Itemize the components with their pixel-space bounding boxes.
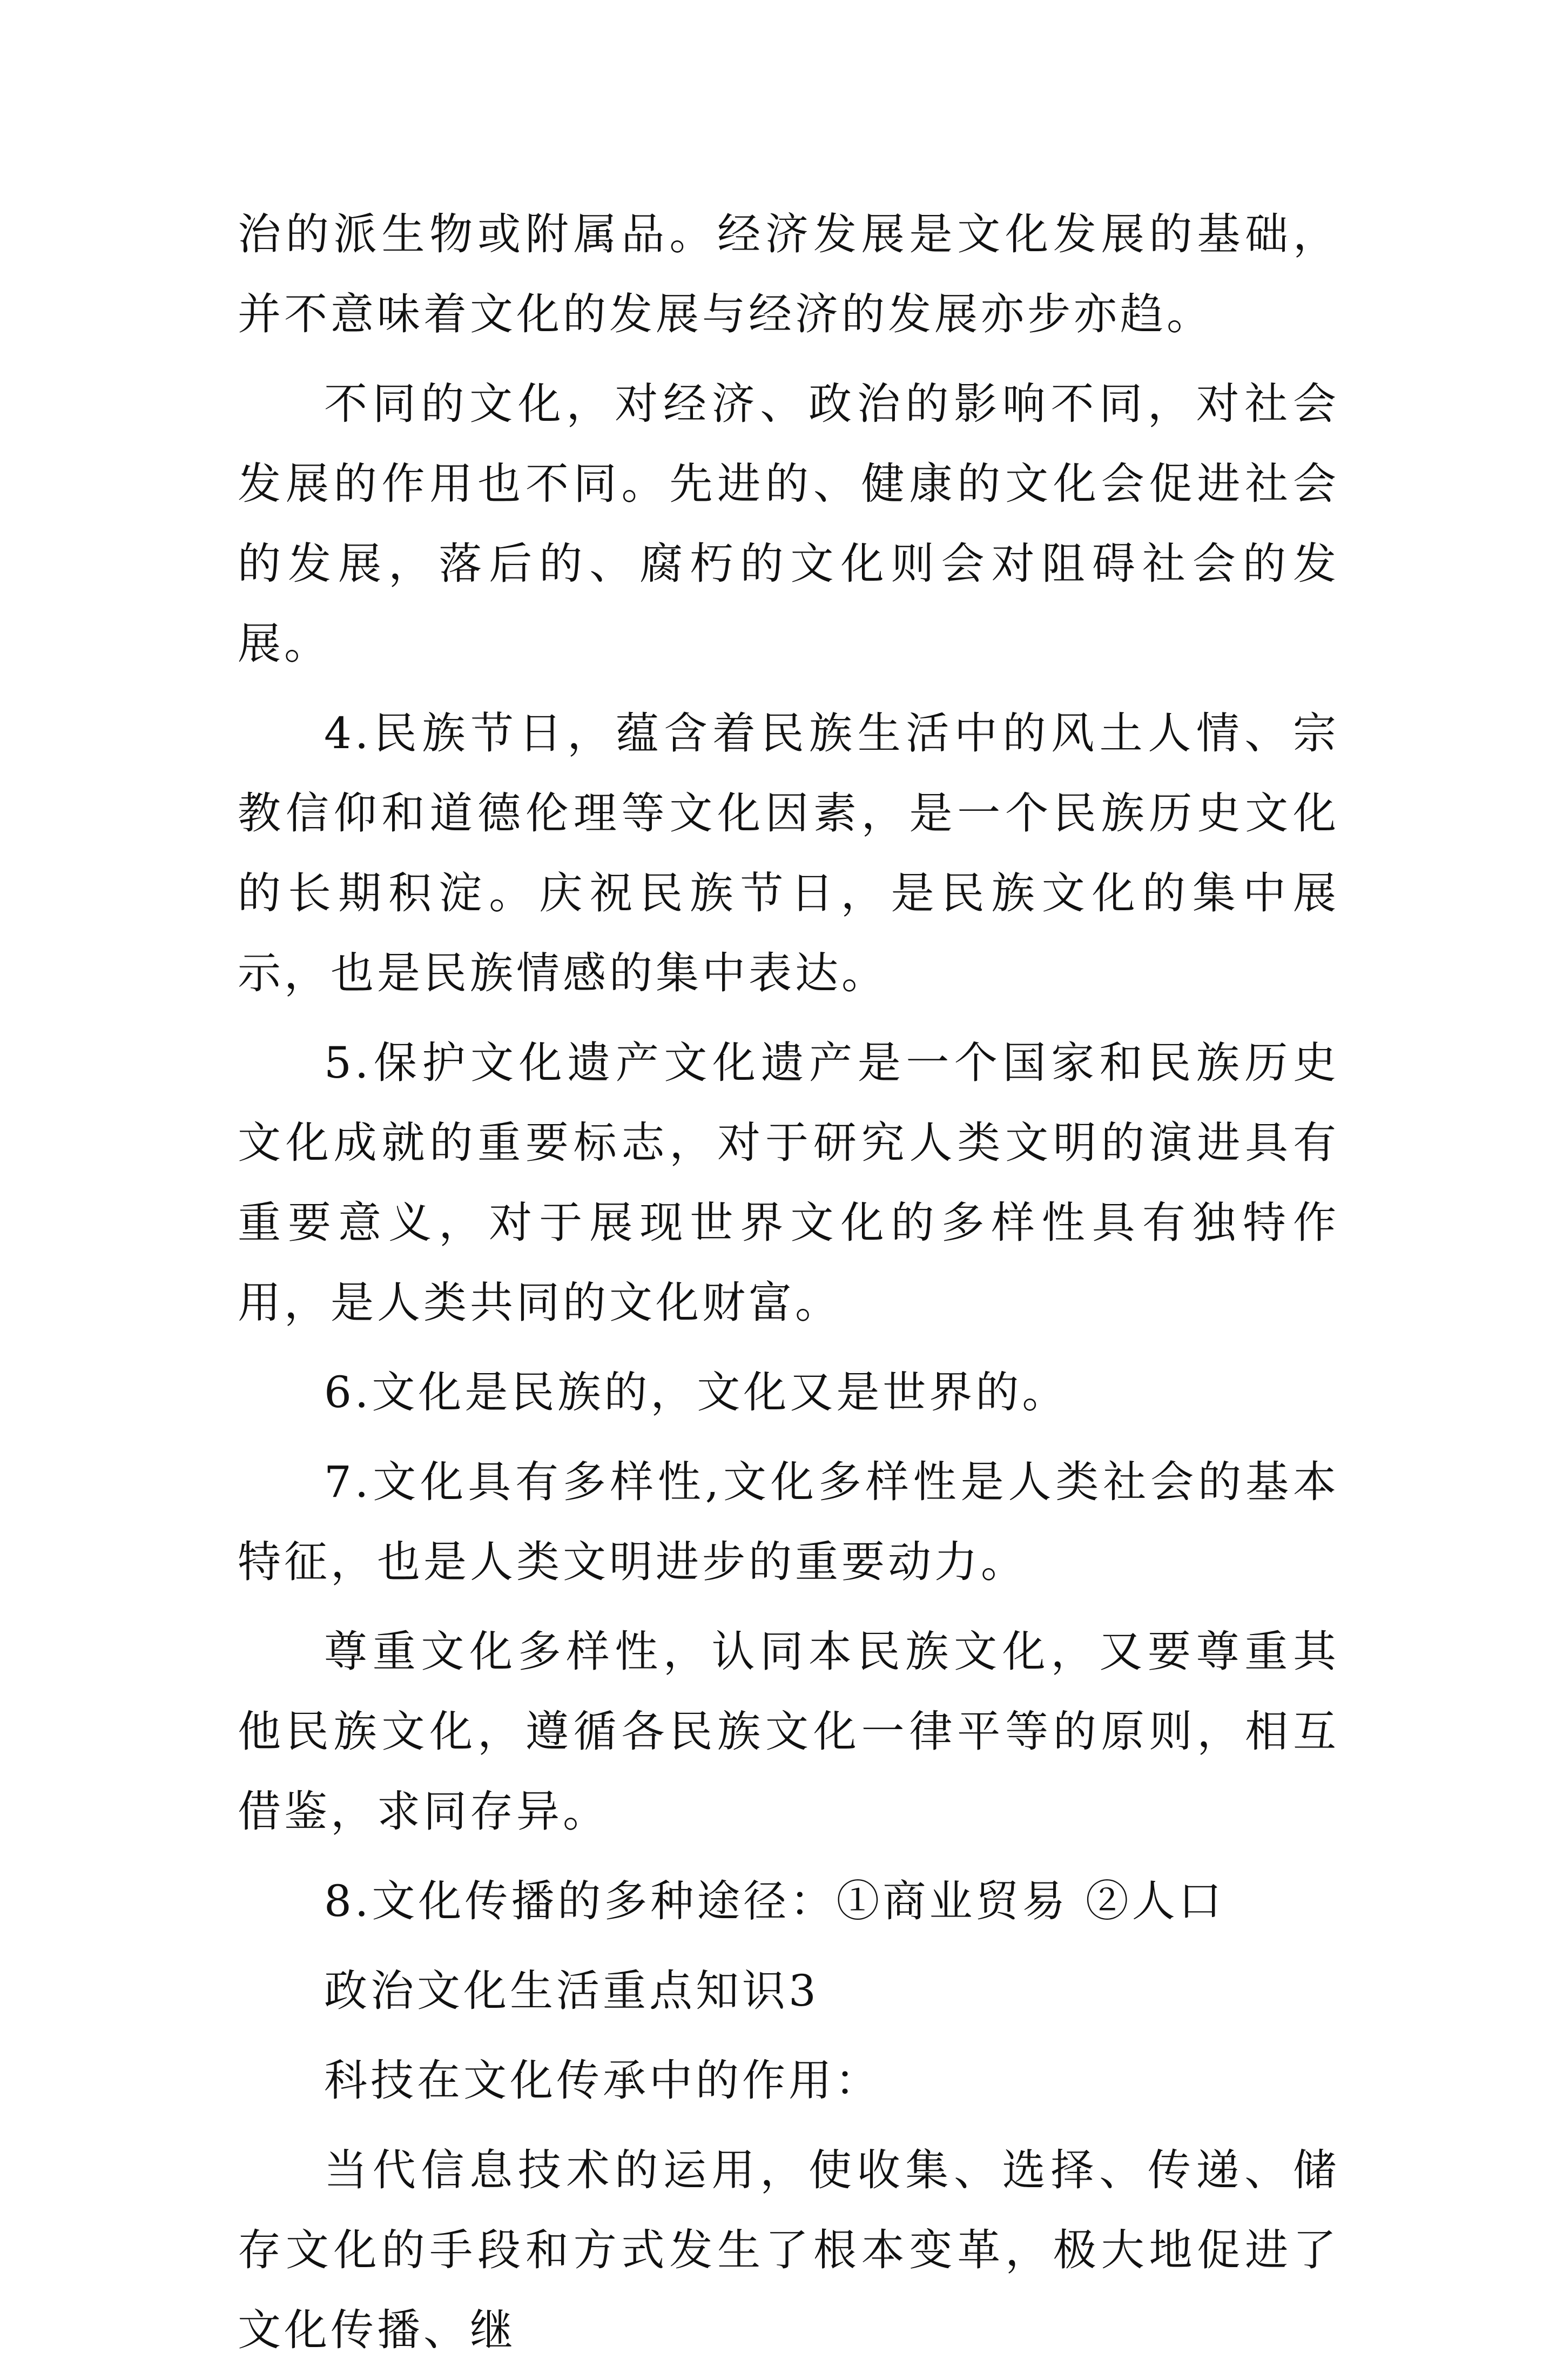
paragraph-3: 4.民族节日，蕴含着民族生活中的风土人情、宗教信仰和道德伦理等文化因素，是一个民族历史文化的长期积淀。庆祝民族节日，是民族文化的集中展示，也是民族情感的集中表达。 — [238, 708, 1339, 998]
document-body — [238, 194, 1339, 2380]
paragraph-11: 当代信息技术的运用，使收集、选择、传递、储存文化的手段和方式发生了根本变革，极大地促进了文化传播、继 — [238, 2145, 1339, 2355]
paragraph-5: 6.文化是民族的，文化又是世界的。 — [324, 1367, 1069, 1417]
paragraph-1: 治的派生物或附属品。经济发展是文化发展的基础，并不意味着文化的发展与经济的发展亦步亦趋。 — [238, 209, 1339, 339]
paragraph-4: 5.保护文化遗产文化遗产是一个国家和民族历史文化成就的重要标志，对于研究人类文明的演进具有重要意义，对于展现世界文化的多样性具有独特作用，是人类共同的文化财富。 — [238, 1038, 1339, 1328]
paragraph-8: 8.文化传播的多种途径：①商业贸易 ②人口 — [324, 1876, 1225, 1926]
paragraph-7: 尊重文化多样性，认同本民族文化，又要尊重其他民族文化，遵循各民族文化一律平等的原则，相互借鉴，求同存异。 — [238, 1626, 1339, 1837]
paragraph-6: 7.文化具有多样性,文化多样性是人类社会的基本特征，也是人类文明进步的重要动力。 — [238, 1457, 1339, 1587]
paragraph-2: 不同的文化，对经济、政治的影响不同，对社会发展的作用也不同。先进的、健康的文化会促进社会的发展，落后的、腐朽的文化则会对阻碍社会的发展。 — [238, 379, 1339, 669]
section-heading: 政治文化生活重点知识3 — [324, 1966, 819, 2016]
paragraph-10: 科技在文化传承中的作用： — [324, 2055, 881, 2106]
